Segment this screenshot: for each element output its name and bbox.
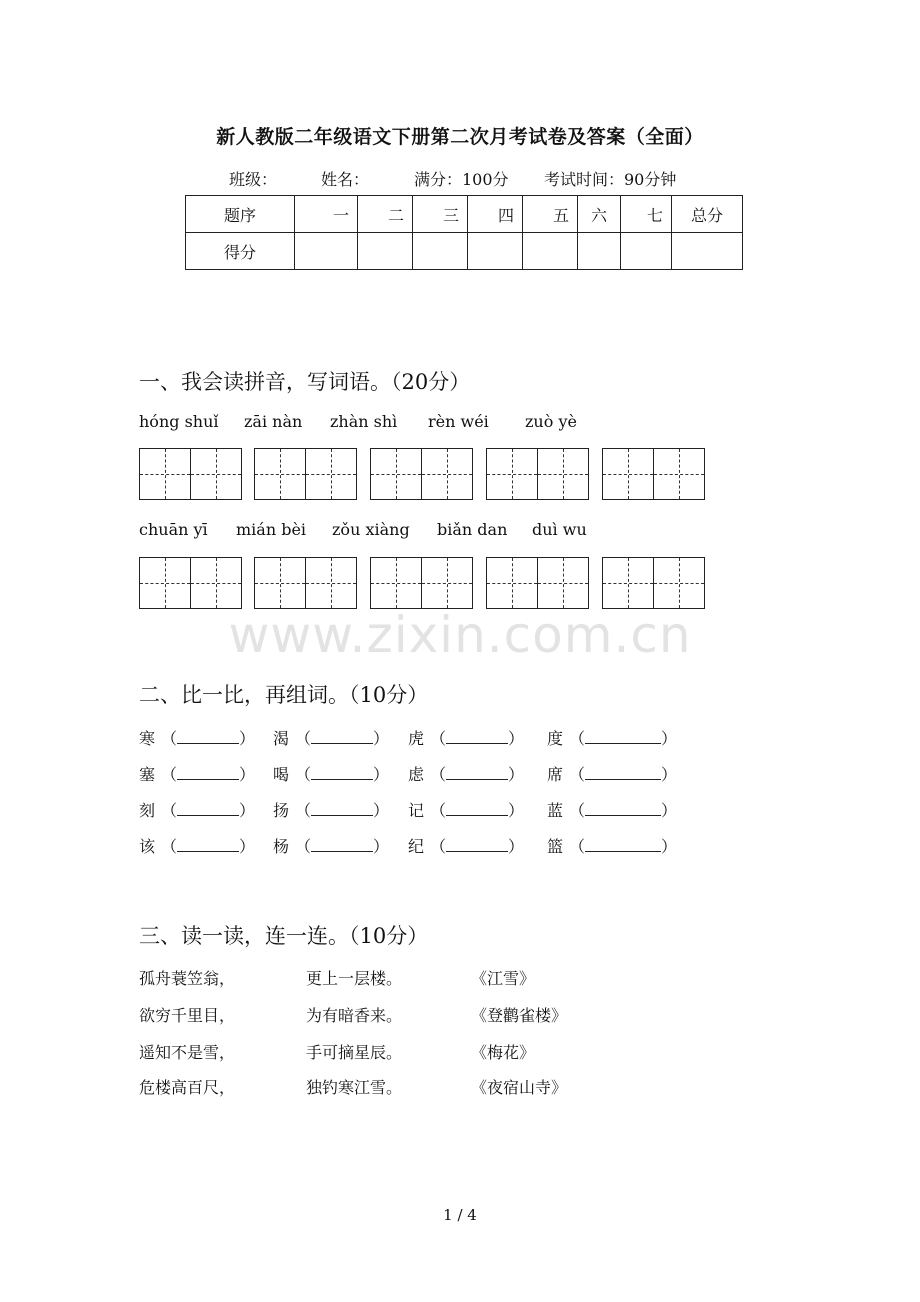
score-header-cell: 五 bbox=[523, 196, 578, 233]
open-paren: （ bbox=[430, 729, 447, 748]
tianzige-cell[interactable] bbox=[370, 448, 422, 500]
answer-blank[interactable] bbox=[311, 801, 373, 816]
score-cell[interactable] bbox=[672, 233, 743, 270]
compare-char: 喝 bbox=[273, 765, 290, 784]
pinyin-item: chuān yī bbox=[139, 520, 208, 539]
close-paren: ） bbox=[661, 729, 678, 748]
compare-char: 篮 bbox=[547, 837, 564, 856]
answer-blank[interactable] bbox=[585, 837, 661, 852]
answer-blank[interactable] bbox=[177, 765, 239, 780]
poem-line-second-half: 为有暗香来。 bbox=[306, 1006, 403, 1025]
score-header-cell: 总分 bbox=[672, 196, 743, 233]
score-header-cell: 二 bbox=[358, 196, 413, 233]
tianzige-cell[interactable] bbox=[486, 557, 538, 609]
pinyin-item: biǎn dan bbox=[437, 520, 508, 539]
open-paren: （ bbox=[569, 801, 586, 820]
compare-char: 蓝 bbox=[547, 801, 564, 820]
score-header-cell: 七 bbox=[621, 196, 672, 233]
writing-grid[interactable] bbox=[370, 557, 473, 609]
answer-blank[interactable] bbox=[177, 729, 239, 744]
writing-grid[interactable] bbox=[602, 557, 705, 609]
close-paren: ） bbox=[508, 765, 525, 784]
writing-grid[interactable] bbox=[486, 557, 589, 609]
close-paren: ） bbox=[239, 837, 256, 856]
page-number: 1 / 4 bbox=[443, 1206, 477, 1224]
close-paren: ） bbox=[373, 837, 390, 856]
answer-blank[interactable] bbox=[446, 729, 508, 744]
pinyin-item: duì wu bbox=[532, 520, 587, 539]
compare-word-item bbox=[547, 834, 677, 857]
open-paren: （ bbox=[569, 837, 586, 856]
poem-line-first-half: 欲穷千里目， bbox=[139, 1006, 236, 1025]
score-cell[interactable] bbox=[358, 233, 413, 270]
compare-word-item bbox=[408, 798, 524, 821]
tianzige-cell[interactable] bbox=[421, 557, 473, 609]
score-header-cell: 六 bbox=[578, 196, 621, 233]
poem-title: 《梅花》 bbox=[471, 1043, 536, 1062]
open-paren: （ bbox=[161, 837, 178, 856]
poem-title: 《江雪》 bbox=[471, 969, 536, 988]
open-paren: （ bbox=[569, 729, 586, 748]
tianzige-cell[interactable] bbox=[602, 557, 654, 609]
close-paren: ） bbox=[508, 729, 525, 748]
answer-blank[interactable] bbox=[446, 837, 508, 852]
score-header-cell: 四 bbox=[468, 196, 523, 233]
close-paren: ） bbox=[373, 729, 390, 748]
tianzige-cell[interactable] bbox=[139, 557, 191, 609]
tianzige-cell[interactable] bbox=[190, 448, 242, 500]
score-cell[interactable] bbox=[413, 233, 468, 270]
compare-char: 寒 bbox=[139, 729, 156, 748]
writing-grid[interactable] bbox=[602, 448, 705, 500]
class-label: 班级： bbox=[229, 170, 278, 189]
compare-char: 杨 bbox=[273, 837, 290, 856]
open-paren: （ bbox=[295, 729, 312, 748]
close-paren: ） bbox=[373, 765, 390, 784]
score-cell[interactable] bbox=[578, 233, 621, 270]
tianzige-cell[interactable] bbox=[602, 448, 654, 500]
compare-word-item bbox=[408, 726, 524, 749]
tianzige-cell[interactable] bbox=[254, 557, 306, 609]
writing-grid[interactable] bbox=[254, 448, 357, 500]
score-header-cell: 三 bbox=[413, 196, 468, 233]
compare-char: 刻 bbox=[139, 801, 156, 820]
compare-word-item bbox=[408, 762, 524, 785]
poem-line-second-half: 更上一层楼。 bbox=[306, 969, 403, 988]
compare-char: 度 bbox=[547, 729, 564, 748]
compare-char: 该 bbox=[139, 837, 156, 856]
writing-grid[interactable] bbox=[486, 448, 589, 500]
name-label: 姓名： bbox=[321, 170, 370, 189]
answer-blank[interactable] bbox=[446, 801, 508, 816]
score-table bbox=[185, 195, 743, 270]
open-paren: （ bbox=[430, 801, 447, 820]
compare-char: 纪 bbox=[408, 837, 425, 856]
close-paren: ） bbox=[508, 801, 525, 820]
compare-char: 扬 bbox=[273, 801, 290, 820]
answer-blank[interactable] bbox=[446, 765, 508, 780]
compare-char: 塞 bbox=[139, 765, 156, 784]
score-cell[interactable] bbox=[523, 233, 578, 270]
poem-line-first-half: 危楼高百尺， bbox=[139, 1078, 236, 1097]
compare-word-item bbox=[273, 834, 389, 857]
close-paren: ） bbox=[373, 801, 390, 820]
answer-blank[interactable] bbox=[585, 765, 661, 780]
writing-grid[interactable] bbox=[139, 448, 242, 500]
tianzige-cell[interactable] bbox=[139, 448, 191, 500]
open-paren: （ bbox=[161, 729, 178, 748]
compare-word-item bbox=[139, 798, 255, 821]
close-paren: ） bbox=[661, 837, 678, 856]
compare-char: 记 bbox=[408, 801, 425, 820]
tianzige-cell[interactable] bbox=[190, 557, 242, 609]
answer-blank[interactable] bbox=[311, 729, 373, 744]
writing-grid[interactable] bbox=[139, 557, 242, 609]
compare-word-item bbox=[273, 798, 389, 821]
section1-heading: 一、我会读拼音，写词语。（20分） bbox=[139, 370, 471, 394]
tianzige-cell[interactable] bbox=[537, 557, 589, 609]
pinyin-item: hóng shuǐ bbox=[139, 412, 219, 431]
compare-word-item bbox=[139, 762, 255, 785]
pinyin-item: rèn wéi bbox=[428, 412, 489, 431]
tianzige-cell[interactable] bbox=[305, 557, 357, 609]
open-paren: （ bbox=[161, 801, 178, 820]
answer-blank[interactable] bbox=[177, 801, 239, 816]
pinyin-item: mián bèi bbox=[236, 520, 307, 539]
poem-line-second-half: 独钓寒江雪。 bbox=[306, 1078, 403, 1097]
compare-char: 席 bbox=[547, 765, 564, 784]
poem-line-second-half: 手可摘星辰。 bbox=[306, 1043, 403, 1062]
tianzige-cell[interactable] bbox=[305, 448, 357, 500]
compare-word-item bbox=[273, 726, 389, 749]
exam-info bbox=[229, 167, 676, 190]
open-paren: （ bbox=[295, 765, 312, 784]
compare-word-item bbox=[273, 762, 389, 785]
close-paren: ） bbox=[239, 765, 256, 784]
compare-word-item bbox=[408, 834, 524, 857]
writing-grid[interactable] bbox=[254, 557, 357, 609]
tianzige-cell[interactable] bbox=[537, 448, 589, 500]
score-header-cell: 一 bbox=[295, 196, 358, 233]
compare-word-item bbox=[139, 726, 255, 749]
compare-char: 渴 bbox=[273, 729, 290, 748]
tianzige-cell[interactable] bbox=[653, 448, 705, 500]
tianzige-cell[interactable] bbox=[421, 448, 473, 500]
tianzige-cell[interactable] bbox=[370, 557, 422, 609]
pinyin-item: zāi nàn bbox=[244, 412, 303, 431]
open-paren: （ bbox=[295, 801, 312, 820]
score-table-score-row bbox=[186, 233, 743, 270]
score-row-label: 得分 bbox=[186, 233, 295, 270]
writing-grid[interactable] bbox=[370, 448, 473, 500]
compare-char: 虎 bbox=[408, 729, 425, 748]
poem-title: 《夜宿山寺》 bbox=[471, 1078, 568, 1097]
answer-blank[interactable] bbox=[585, 729, 661, 744]
answer-blank[interactable] bbox=[311, 837, 373, 852]
score-cell[interactable] bbox=[468, 233, 523, 270]
compare-char: 虑 bbox=[408, 765, 425, 784]
exam-time: 考试时间：90分钟 bbox=[544, 170, 677, 189]
section2-heading: 二、比一比，再组词。（10分） bbox=[139, 683, 429, 707]
compare-word-item bbox=[139, 834, 255, 857]
score-cell[interactable] bbox=[621, 233, 672, 270]
score-table-header-row bbox=[186, 196, 743, 233]
open-paren: （ bbox=[161, 765, 178, 784]
score-header-cell: 题序 bbox=[186, 196, 295, 233]
section3-heading: 三、读一读，连一连。（10分） bbox=[139, 924, 429, 948]
tianzige-cell[interactable] bbox=[486, 448, 538, 500]
poem-title: 《登鹳雀楼》 bbox=[471, 1006, 568, 1025]
answer-blank[interactable] bbox=[585, 801, 661, 816]
watermark: www.zixin.com.cn bbox=[228, 606, 692, 664]
close-paren: ） bbox=[239, 729, 256, 748]
open-paren: （ bbox=[430, 765, 447, 784]
pinyin-item: zuò yè bbox=[525, 412, 577, 431]
answer-blank[interactable] bbox=[311, 765, 373, 780]
open-paren: （ bbox=[569, 765, 586, 784]
full-score: 满分：100分 bbox=[414, 170, 509, 189]
open-paren: （ bbox=[295, 837, 312, 856]
compare-word-item bbox=[547, 798, 677, 821]
score-cell[interactable] bbox=[295, 233, 358, 270]
answer-blank[interactable] bbox=[177, 837, 239, 852]
open-paren: （ bbox=[430, 837, 447, 856]
page-title: 新人教版二年级语文下册第二次月考试卷及答案（全面） bbox=[216, 126, 704, 148]
pinyin-item: zhàn shì bbox=[330, 412, 398, 431]
close-paren: ） bbox=[661, 801, 678, 820]
compare-word-item bbox=[547, 726, 677, 749]
close-paren: ） bbox=[661, 765, 678, 784]
poem-line-first-half: 孤舟蓑笠翁， bbox=[139, 969, 236, 988]
poem-line-first-half: 遥知不是雪， bbox=[139, 1043, 236, 1062]
compare-word-item bbox=[547, 762, 677, 785]
tianzige-cell[interactable] bbox=[653, 557, 705, 609]
tianzige-cell[interactable] bbox=[254, 448, 306, 500]
pinyin-item: zǒu xiàng bbox=[332, 520, 410, 539]
close-paren: ） bbox=[508, 837, 525, 856]
close-paren: ） bbox=[239, 801, 256, 820]
